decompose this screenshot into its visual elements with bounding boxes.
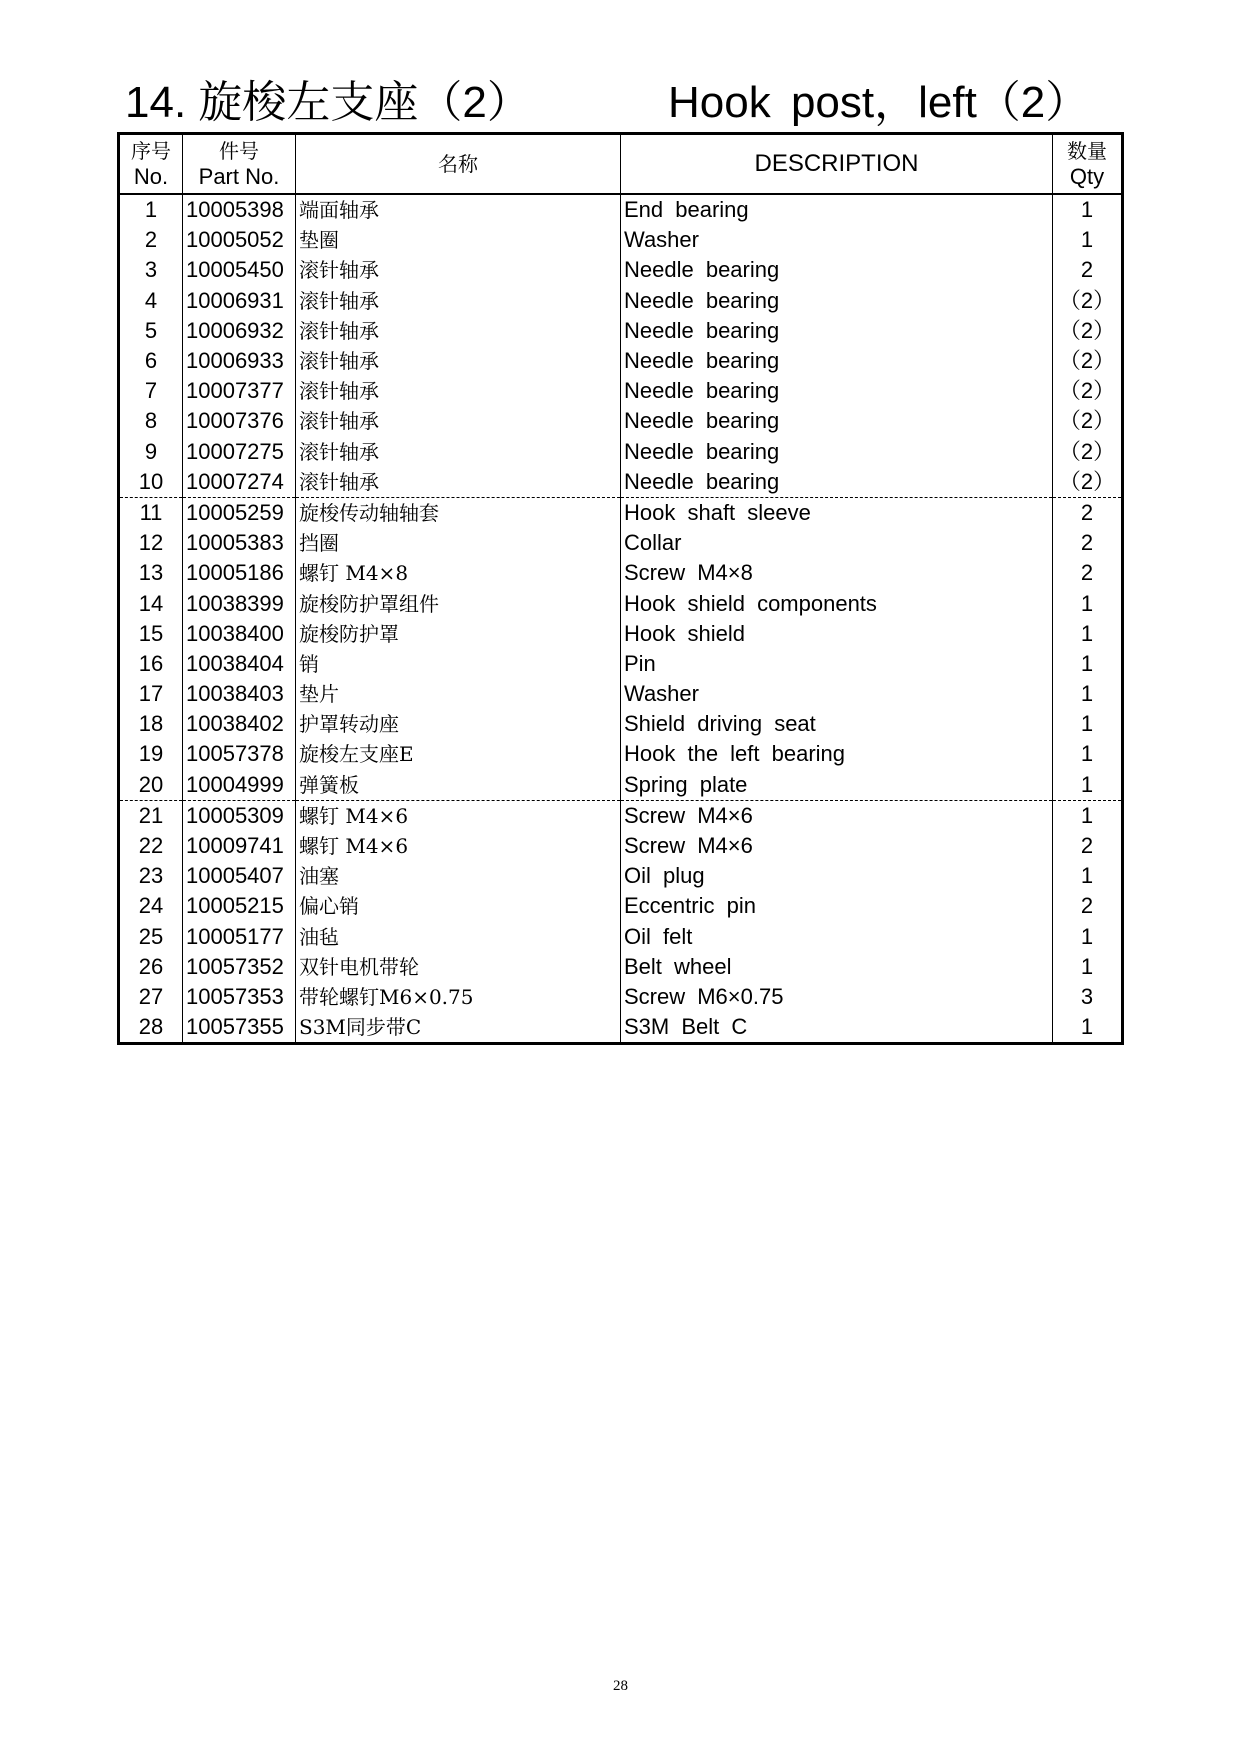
row-description: Pin <box>621 649 1053 679</box>
row-no: 27 <box>119 982 183 1012</box>
row-part-no: 10007377 <box>183 376 296 406</box>
row-qty: （2） <box>1053 376 1123 406</box>
row-qty: 1 <box>1053 770 1123 801</box>
row-qty: 1 <box>1053 679 1123 709</box>
table-row <box>119 831 1123 861</box>
header-part-no: 件号 Part No. <box>183 134 296 195</box>
row-name: 挡圈 <box>296 528 621 558</box>
row-name: 螺钉 M4×8 <box>296 558 621 588</box>
row-qty: 2 <box>1053 497 1123 528</box>
row-description: Needle bearing <box>621 376 1053 406</box>
row-qty: 1 <box>1053 649 1123 679</box>
row-part-no: 10006931 <box>183 286 296 316</box>
table-row <box>119 316 1123 346</box>
table-row <box>119 255 1123 285</box>
row-name: 油毡 <box>296 922 621 952</box>
row-part-no: 10038400 <box>183 619 296 649</box>
table-row <box>119 437 1123 467</box>
row-qty: 3 <box>1053 982 1123 1012</box>
row-name: 双针电机带轮 <box>296 952 621 982</box>
row-no: 20 <box>119 770 183 801</box>
row-part-no: 10007274 <box>183 467 296 498</box>
row-qty: 1 <box>1053 194 1123 225</box>
table-row <box>119 588 1123 618</box>
row-description: Oil felt <box>621 922 1053 952</box>
row-name: 滚针轴承 <box>296 346 621 376</box>
row-qty: 1 <box>1053 922 1123 952</box>
row-name: 带轮螺钉M6×0.75 <box>296 982 621 1012</box>
row-qty: （2） <box>1053 346 1123 376</box>
row-no: 9 <box>119 437 183 467</box>
row-part-no: 10007376 <box>183 406 296 436</box>
row-part-no: 10007275 <box>183 437 296 467</box>
row-qty: 2 <box>1053 558 1123 588</box>
table-row <box>119 952 1123 982</box>
row-description: Screw M4×8 <box>621 558 1053 588</box>
table-header-row <box>119 134 1123 195</box>
row-part-no: 10005383 <box>183 528 296 558</box>
row-no: 16 <box>119 649 183 679</box>
table-row <box>119 194 1123 225</box>
row-part-no: 10005186 <box>183 558 296 588</box>
table-row <box>119 770 1123 801</box>
table-row <box>119 891 1123 921</box>
row-name: S3M同步带C <box>296 1012 621 1044</box>
row-description: Oil plug <box>621 861 1053 891</box>
table-row <box>119 739 1123 769</box>
row-description: Needle bearing <box>621 286 1053 316</box>
row-no: 21 <box>119 800 183 831</box>
table-row <box>119 558 1123 588</box>
row-part-no: 10005398 <box>183 194 296 225</box>
row-part-no: 10057355 <box>183 1012 296 1044</box>
row-no: 13 <box>119 558 183 588</box>
row-name: 旋梭防护罩组件 <box>296 588 621 618</box>
row-no: 14 <box>119 588 183 618</box>
table-row <box>119 982 1123 1012</box>
row-qty: （2） <box>1053 437 1123 467</box>
row-qty: 1 <box>1053 619 1123 649</box>
row-no: 7 <box>119 376 183 406</box>
row-no: 1 <box>119 194 183 225</box>
row-name: 护罩转动座 <box>296 709 621 739</box>
row-qty: （2） <box>1053 467 1123 498</box>
row-part-no: 10005177 <box>183 922 296 952</box>
row-description: Hook shield components <box>621 588 1053 618</box>
row-part-no: 10038403 <box>183 679 296 709</box>
table-row <box>119 376 1123 406</box>
row-part-no: 10057378 <box>183 739 296 769</box>
row-name: 滚针轴承 <box>296 437 621 467</box>
row-no: 5 <box>119 316 183 346</box>
row-no: 8 <box>119 406 183 436</box>
table-row <box>119 406 1123 436</box>
table-row <box>119 467 1123 498</box>
row-no: 3 <box>119 255 183 285</box>
row-part-no: 10009741 <box>183 831 296 861</box>
row-qty: 1 <box>1053 1012 1123 1044</box>
table-row <box>119 346 1123 376</box>
row-no: 25 <box>119 922 183 952</box>
row-part-no: 10005215 <box>183 891 296 921</box>
row-qty: 1 <box>1053 800 1123 831</box>
row-description: Needle bearing <box>621 255 1053 285</box>
row-qty: 2 <box>1053 891 1123 921</box>
row-description: Screw M4×6 <box>621 831 1053 861</box>
row-description: Hook shaft sleeve <box>621 497 1053 528</box>
row-no: 23 <box>119 861 183 891</box>
row-part-no: 10038404 <box>183 649 296 679</box>
row-no: 11 <box>119 497 183 528</box>
row-name: 滚针轴承 <box>296 376 621 406</box>
row-part-no: 10005450 <box>183 255 296 285</box>
row-qty: 1 <box>1053 861 1123 891</box>
row-qty: 2 <box>1053 831 1123 861</box>
row-description: Needle bearing <box>621 346 1053 376</box>
table-row <box>119 861 1123 891</box>
row-description: Spring plate <box>621 770 1053 801</box>
table-row <box>119 286 1123 316</box>
row-description: Belt wheel <box>621 952 1053 982</box>
header-description: DESCRIPTION <box>621 134 1053 195</box>
row-description: End bearing <box>621 194 1053 225</box>
row-name: 偏心销 <box>296 891 621 921</box>
page-number: 28 <box>613 1678 628 1694</box>
row-description: Needle bearing <box>621 467 1053 498</box>
row-description: Washer <box>621 679 1053 709</box>
table-row <box>119 709 1123 739</box>
row-description: Screw M6×0.75 <box>621 982 1053 1012</box>
row-part-no: 10005259 <box>183 497 296 528</box>
row-part-no: 10057352 <box>183 952 296 982</box>
table-row <box>119 649 1123 679</box>
row-description: Hook the left bearing <box>621 739 1053 769</box>
row-qty: （2） <box>1053 406 1123 436</box>
row-description: Shield driving seat <box>621 709 1053 739</box>
row-no: 26 <box>119 952 183 982</box>
row-name: 端面轴承 <box>296 194 621 225</box>
row-qty: 2 <box>1053 528 1123 558</box>
row-no: 22 <box>119 831 183 861</box>
row-qty: 1 <box>1053 952 1123 982</box>
table-row <box>119 922 1123 952</box>
row-name: 滚针轴承 <box>296 286 621 316</box>
row-name: 滚针轴承 <box>296 255 621 285</box>
table-row <box>119 679 1123 709</box>
row-name: 旋梭左支座E <box>296 739 621 769</box>
row-description: Collar <box>621 528 1053 558</box>
parts-table <box>117 132 1124 1045</box>
row-description: Needle bearing <box>621 437 1053 467</box>
page-title-english: Hook post，left（2） <box>668 78 1090 127</box>
header-qty: 数量 Qty <box>1053 134 1123 195</box>
row-no: 18 <box>119 709 183 739</box>
row-qty: （2） <box>1053 316 1123 346</box>
row-no: 15 <box>119 619 183 649</box>
row-part-no: 10038399 <box>183 588 296 618</box>
row-part-no: 10005052 <box>183 225 296 255</box>
row-qty: 1 <box>1053 225 1123 255</box>
row-part-no: 10057353 <box>183 982 296 1012</box>
row-no: 10 <box>119 467 183 498</box>
row-no: 12 <box>119 528 183 558</box>
table-row <box>119 528 1123 558</box>
row-description: Screw M4×6 <box>621 800 1053 831</box>
row-description: Washer <box>621 225 1053 255</box>
header-no: 序号 No. <box>119 134 183 195</box>
row-name: 旋梭防护罩 <box>296 619 621 649</box>
table-row <box>119 225 1123 255</box>
row-name: 油塞 <box>296 861 621 891</box>
row-name: 滚针轴承 <box>296 316 621 346</box>
row-description: Needle bearing <box>621 406 1053 436</box>
row-no: 24 <box>119 891 183 921</box>
row-name: 旋梭传动轴轴套 <box>296 497 621 528</box>
row-no: 6 <box>119 346 183 376</box>
row-qty: 1 <box>1053 709 1123 739</box>
row-description: Hook shield <box>621 619 1053 649</box>
row-part-no: 10006933 <box>183 346 296 376</box>
row-name: 垫圈 <box>296 225 621 255</box>
row-part-no: 10005309 <box>183 800 296 831</box>
row-description: Needle bearing <box>621 316 1053 346</box>
row-part-no: 10038402 <box>183 709 296 739</box>
row-qty: （2） <box>1053 286 1123 316</box>
header-name: 名称 <box>296 134 621 195</box>
row-name: 螺钉 M4×6 <box>296 831 621 861</box>
row-qty: 2 <box>1053 255 1123 285</box>
row-name: 弹簧板 <box>296 770 621 801</box>
row-no: 4 <box>119 286 183 316</box>
row-qty: 1 <box>1053 739 1123 769</box>
page-title-chinese: 14. 旋梭左支座（2） <box>125 78 531 127</box>
row-name: 垫片 <box>296 679 621 709</box>
row-part-no: 10006932 <box>183 316 296 346</box>
row-description: Eccentric pin <box>621 891 1053 921</box>
row-no: 19 <box>119 739 183 769</box>
row-no: 17 <box>119 679 183 709</box>
row-part-no: 10005407 <box>183 861 296 891</box>
table-row <box>119 497 1123 528</box>
row-no: 28 <box>119 1012 183 1044</box>
table-row <box>119 800 1123 831</box>
row-name: 滚针轴承 <box>296 467 621 498</box>
row-name: 螺钉 M4×6 <box>296 800 621 831</box>
row-no: 2 <box>119 225 183 255</box>
row-description: S3M Belt C <box>621 1012 1053 1044</box>
row-qty: 1 <box>1053 588 1123 618</box>
row-part-no: 10004999 <box>183 770 296 801</box>
table-row <box>119 1012 1123 1044</box>
table-row <box>119 619 1123 649</box>
row-name: 滚针轴承 <box>296 406 621 436</box>
row-name: 销 <box>296 649 621 679</box>
